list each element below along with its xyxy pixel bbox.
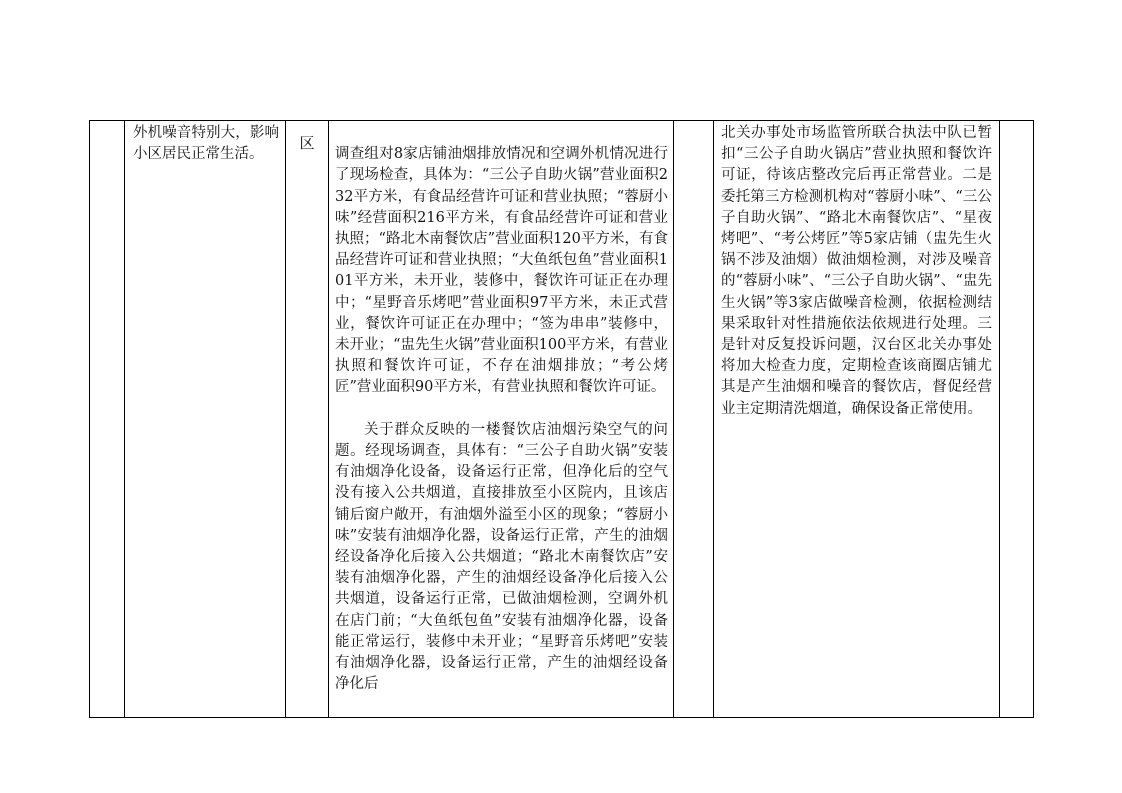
- complaint-text: 外机噪音特别大，影响小区居民正常生活。: [133, 125, 279, 163]
- blank-mid-cell: [674, 121, 714, 718]
- findings-text: [329, 121, 673, 717]
- actions-text: 北关办事处市场监管所联合执法中队已暂扣“三公子自助火锅店”营业执照和餐饮许可证，待该店整改完后再正常营业。二是委托第三方检测机构对“蓉厨小味”、“三公子自助火锅”、“路北木南餐饮店”、“星夜烤吧”、“考公烤匠”等5家店铺（盅先生火锅不涉及油烟）做油烟检测，对涉及噪音的“蓉厨小味”、“三公子自助火锅”、“盅先生火锅”等3家店做噪音检测，依据检测结果采取针对性措施依法依规进行处理。三是针对反复投诉问题，汉台区北关办事处将加大检查力度，定期检查该商圈店铺尤其是产生油烟和噪音的餐饮店，督促经营业主定期清洗烟道，确保设备正常使用。: [721, 125, 992, 417]
- region-cell: [286, 121, 329, 718]
- blank-left-cell: [90, 121, 125, 718]
- region-text: 区: [299, 134, 315, 152]
- table-row: [90, 121, 1034, 718]
- actions-cell: [714, 121, 1000, 718]
- complaint-cell: [125, 121, 286, 718]
- findings-paragraph: 关于群众反映的一楼餐饮店油烟污染空气的问题。经现场调查，具体有：“三公子自助火锅”安装有油烟净化设备，设备运行正常，但净化后的空气没有接入公共烟道，直接排放至小区院内，且该店铺后窗户敞开，有油烟外溢至小区的现象；“蓉厨小味”安装有油烟净化器，设备运行正常，产生的油烟经设备净化后接入公共烟道；“路北木南餐饮店”安装有油烟净化器，产生的油烟经设备净化后接入公共烟道，设备运行正常，已做油烟检测，空调外机在店门前；“大鱼纸包鱼”安装有油烟净化器，设备能正常运行，装修中未开业；“星野音乐烤吧”安装有油烟净化器，设备运行正常，产生的油烟经设备净化后: [335, 421, 668, 693]
- findings-paragraph: 调查组对8家店铺油烟排放情况和空调外机情况进行了现场检查，具体为：“三公子自助火锅”营业面积232平方米，有食品经营许可证和营业执照；“蓉厨小味”经营面积216平方米，有食品经营许可证和营业执照；“路北木南餐饮店”营业面积120平方米，有食品经营许可证和营业执照；“大鱼纸包鱼”营业面积101平方米，未开业，装修中，餐饮许可证正在办理中；“星野音乐烤吧”营业面积97平方米，未正式营业，餐饮许可证正在办理中；“签为串串”装修中，未开业；“盅先生火锅”营业面积100平方米，有营业执照和餐饮许可证，不存在油烟排放；“考公烤匠”营业面积90平方米，有营业执照和餐饮许可证。: [335, 146, 668, 396]
- record-table: [89, 120, 1034, 718]
- findings-cell: [329, 121, 674, 718]
- blank-right-cell: [1000, 121, 1034, 718]
